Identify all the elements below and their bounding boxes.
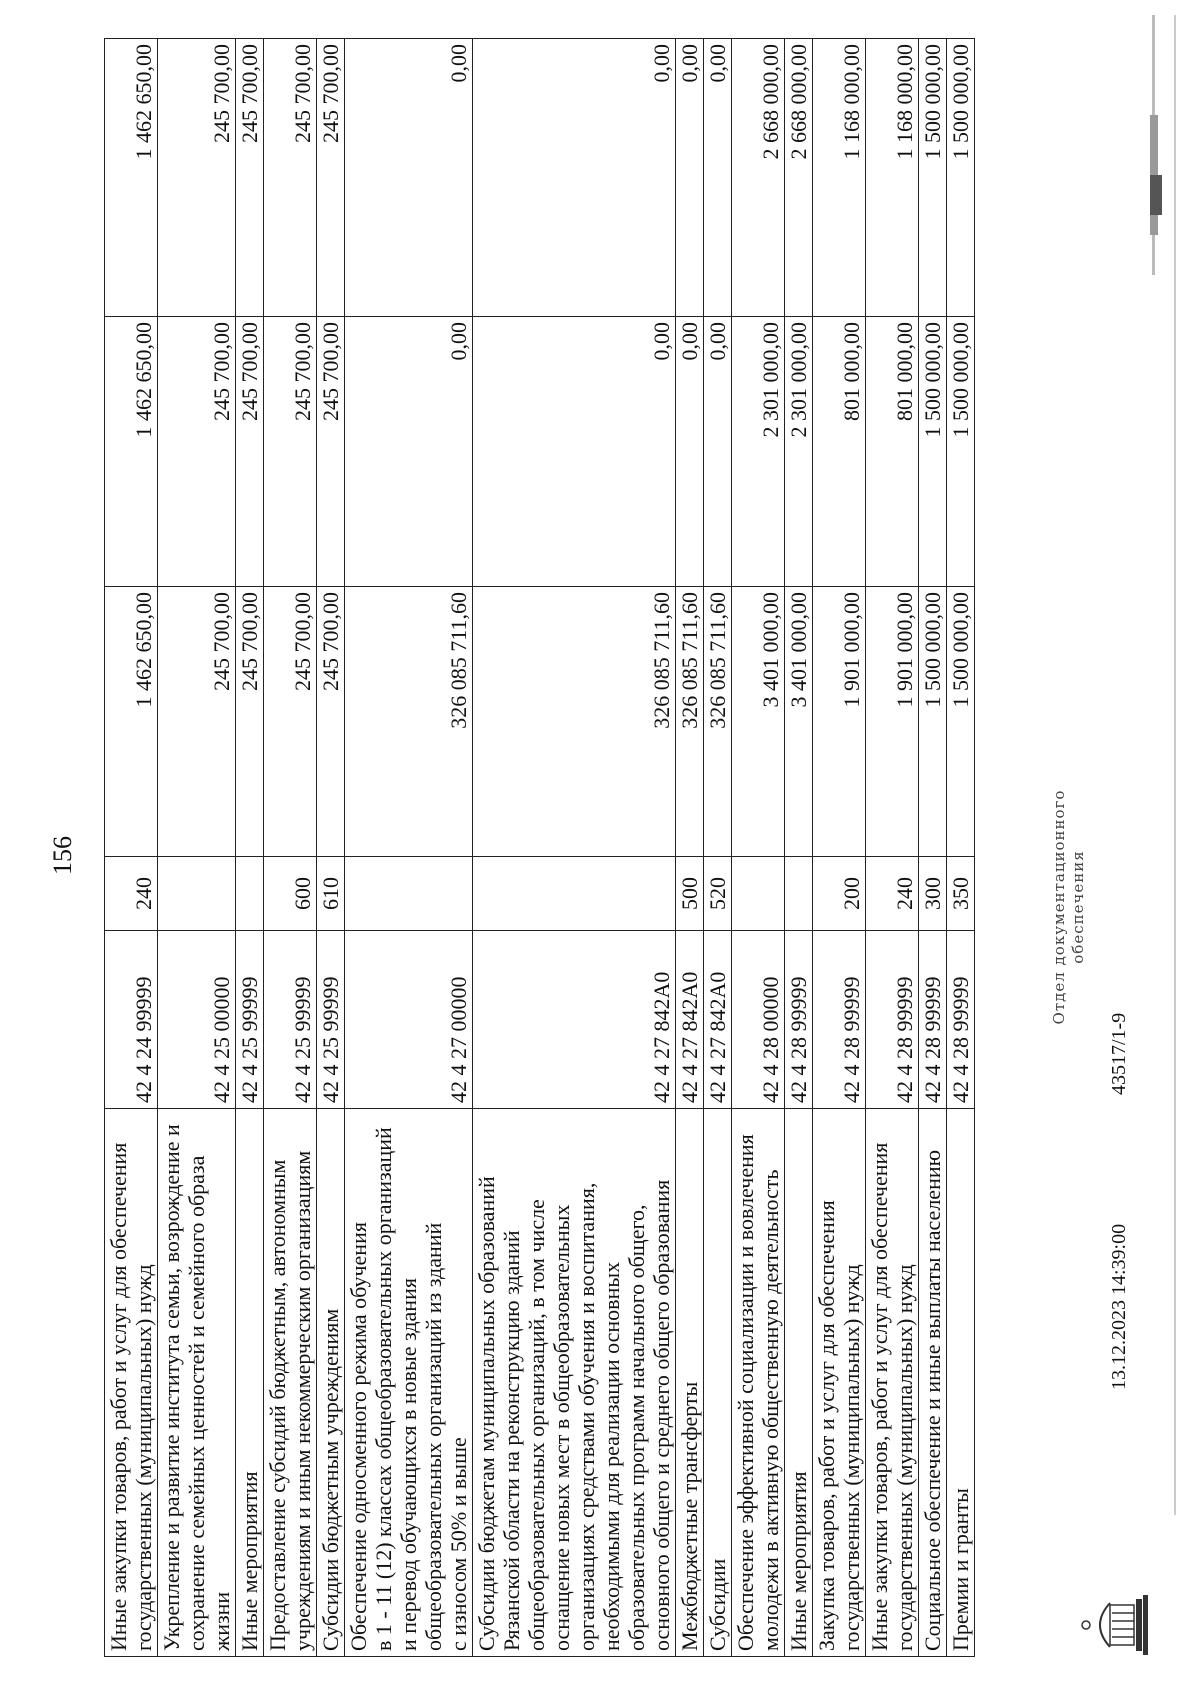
- row-name-line: в 1 - 11 (12) классах общеобразовательных организаций: [371, 1127, 396, 1651]
- row-code: 42 4 27 00000: [345, 931, 473, 1109]
- row-name: [105, 1109, 158, 1657]
- row-name-line: Субсидии бюджетам муниципальных образований: [474, 1176, 499, 1651]
- row-value-year-2: 1 462 650,00: [105, 317, 158, 587]
- footer-timestamp: 13.12.2023 14:39:00: [1108, 1223, 1130, 1390]
- row-name-line: Субсидии: [705, 1558, 730, 1651]
- row-value-year-1: 326 085 711,60: [704, 587, 732, 857]
- row-value-year-3: 1 462 650,00: [105, 39, 158, 317]
- table-row: [158, 39, 236, 1657]
- row-value-year-2: 801 000,00: [866, 317, 919, 587]
- row-name-line: Иные закупки товаров, работ и услуг для обеспечения: [867, 1142, 892, 1651]
- row-name-line: необходимыми для реализации основных: [599, 1261, 624, 1651]
- row-value-year-3: 1 168 000,00: [866, 39, 919, 317]
- row-name-line: Обеспечение односменного режима обучения: [346, 1222, 371, 1651]
- row-name-line: Предоставление субсидий бюджетным, автономным: [265, 1159, 290, 1651]
- row-value-year-3: 0,00: [704, 39, 732, 317]
- row-value-year-1: 245 700,00: [236, 587, 264, 857]
- table-row: [345, 39, 473, 1657]
- row-value-year-2: 245 700,00: [317, 317, 345, 587]
- row-name-line: государственных (муниципальных) нужд: [892, 1264, 917, 1651]
- row-name-line: Субсидии бюджетным учреждениям: [318, 1308, 343, 1651]
- row-value-year-2: 0,00: [704, 317, 732, 587]
- row-name-line: организациях средствами обучения и воспитания,: [574, 1182, 599, 1651]
- row-value-year-3: 245 700,00: [264, 39, 317, 317]
- row-value-year-1: 326 085 711,60: [345, 587, 473, 857]
- row-value-year-3: 245 700,00: [236, 39, 264, 317]
- row-value-year-2: 245 700,00: [236, 317, 264, 587]
- row-name: [947, 1109, 975, 1657]
- row-value-year-2: 0,00: [473, 317, 676, 587]
- row-name: [317, 1109, 345, 1657]
- row-value-year-3: 1 500 000,00: [947, 39, 975, 317]
- row-name: [732, 1109, 785, 1657]
- row-value-year-3: 2 668 000,00: [732, 39, 785, 317]
- row-value-year-1: 1 500 000,00: [919, 587, 947, 857]
- row-expense-type: 240: [866, 857, 919, 931]
- row-expense-type: 600: [264, 857, 317, 931]
- row-expense-type: [732, 857, 785, 931]
- row-code: 42 4 28 99999: [919, 931, 947, 1109]
- row-code: 42 4 28 99999: [785, 931, 813, 1109]
- row-expense-type: [158, 857, 236, 931]
- row-value-year-3: 0,00: [473, 39, 676, 317]
- stamp-line-1: Отдел документационного: [1050, 789, 1068, 1025]
- row-value-year-2: 2 301 000,00: [785, 317, 813, 587]
- row-value-year-1: 245 700,00: [264, 587, 317, 857]
- row-value-year-3: 245 700,00: [317, 39, 345, 317]
- row-value-year-2: 1 500 000,00: [919, 317, 947, 587]
- row-name: [473, 1109, 676, 1657]
- table-row: [919, 39, 947, 1657]
- row-name: [676, 1109, 704, 1657]
- row-code: 42 4 28 00000: [732, 931, 785, 1109]
- row-value-year-1: 326 085 711,60: [676, 587, 704, 857]
- row-expense-type: [345, 857, 473, 931]
- row-expense-type: 350: [947, 857, 975, 931]
- page-number: 156: [48, 836, 77, 875]
- table-row: [676, 39, 704, 1657]
- row-value-year-1: 1 500 000,00: [947, 587, 975, 857]
- row-code: 42 4 25 00000: [158, 931, 236, 1109]
- table-row: [947, 39, 975, 1657]
- row-value-year-3: 1 168 000,00: [813, 39, 866, 317]
- row-name-line: сохранение семейных ценностей и семейного образа: [184, 1155, 209, 1651]
- row-code: 42 4 28 99999: [813, 931, 866, 1109]
- row-name: [813, 1109, 866, 1657]
- row-name-line: основного общего и среднего общего образования: [649, 1179, 674, 1651]
- row-name-line: общеобразовательных организаций, в том числе: [524, 1199, 549, 1651]
- row-expense-type: 300: [919, 857, 947, 931]
- row-name: [785, 1109, 813, 1657]
- row-name: [704, 1109, 732, 1657]
- row-value-year-2: 245 700,00: [264, 317, 317, 587]
- row-name-line: Социальное обеспечение и иные выплаты населению: [920, 1149, 945, 1651]
- row-value-year-2: 801 000,00: [813, 317, 866, 587]
- row-name-line: и перевод обучающихся в новые здания: [396, 1278, 421, 1651]
- row-value-year-3: 2 668 000,00: [785, 39, 813, 317]
- row-expense-type: 500: [676, 857, 704, 931]
- footer-document-number: 43517/1-9: [1108, 1012, 1130, 1095]
- row-code: 42 4 25 99999: [236, 931, 264, 1109]
- row-expense-type: 610: [317, 857, 345, 931]
- row-value-year-1: 245 700,00: [317, 587, 345, 857]
- row-name-line: Закупка товаров, работ и услуг для обеспечения: [814, 1200, 839, 1651]
- row-code: 42 4 27 842А0: [704, 931, 732, 1109]
- row-value-year-2: 2 301 000,00: [732, 317, 785, 587]
- row-name-line: молодежи в активную общественную деятельность: [758, 1169, 783, 1651]
- row-name-line: жизни: [209, 1591, 234, 1651]
- row-value-year-3: 1 500 000,00: [919, 39, 947, 317]
- row-code: 42 4 27 842А0: [676, 931, 704, 1109]
- row-value-year-3: 0,00: [676, 39, 704, 317]
- row-value-year-2: 0,00: [345, 317, 473, 587]
- row-name: [264, 1109, 317, 1657]
- row-name: [236, 1109, 264, 1657]
- row-name: [158, 1109, 236, 1657]
- row-value-year-1: 245 700,00: [158, 587, 236, 857]
- row-name-line: государственных (муниципальных) нужд: [131, 1264, 156, 1651]
- row-name-line: общеобразовательных организаций из зданий: [421, 1222, 446, 1651]
- department-stamp: [1050, 787, 1088, 1027]
- row-name-line: оснащение новых мест в общеобразовательных: [549, 1204, 574, 1651]
- emblem-logo-icon: [1080, 1593, 1150, 1657]
- row-name-line: государственных (муниципальных) нужд: [839, 1264, 864, 1651]
- row-name-line: Иные мероприятия: [786, 1471, 811, 1651]
- table-row: [264, 39, 317, 1657]
- row-value-year-1: 326 085 711,60: [473, 587, 676, 857]
- table-row: [473, 39, 676, 1657]
- row-name-line: образовательных программ начального общего,: [624, 1204, 649, 1651]
- row-value-year-1: 1 462 650,00: [105, 587, 158, 857]
- row-code: 42 4 24 99999: [105, 931, 158, 1109]
- row-name-line: с износом 50% и выше: [446, 1437, 471, 1651]
- row-name-line: Обеспечение эффективной социализации и вовлечения: [733, 1134, 758, 1651]
- row-name: [919, 1109, 947, 1657]
- row-expense-type: 520: [704, 857, 732, 931]
- row-name-line: Иные закупки товаров, работ и услуг для обеспечения: [106, 1142, 131, 1651]
- row-name-line: Рязанской области на реконструкцию зданий: [499, 1230, 524, 1651]
- row-value-year-2: 0,00: [676, 317, 704, 587]
- row-name-line: Укрепление и развитие института семьи, возрождение и: [159, 1124, 184, 1651]
- row-value-year-1: 1 901 000,00: [813, 587, 866, 857]
- table-row: [813, 39, 866, 1657]
- table-row: [866, 39, 919, 1657]
- table-row: [105, 39, 158, 1657]
- row-name: [345, 1109, 473, 1657]
- row-name-line: Межбюджетные трансферты: [677, 1381, 702, 1651]
- row-value-year-2: 245 700,00: [158, 317, 236, 587]
- row-name-line: учреждениям и иным некоммерческим организациям: [290, 1150, 315, 1651]
- row-name-line: Премии и гранты: [948, 1488, 973, 1651]
- row-code: 42 4 28 99999: [947, 931, 975, 1109]
- row-expense-type: 200: [813, 857, 866, 931]
- row-code: 42 4 27 842А0: [473, 931, 676, 1109]
- row-expense-type: [473, 857, 676, 931]
- row-value-year-2: 1 500 000,00: [947, 317, 975, 587]
- row-value-year-1: 3 401 000,00: [732, 587, 785, 857]
- row-expense-type: [785, 857, 813, 931]
- table-row: [785, 39, 813, 1657]
- row-expense-type: [236, 857, 264, 931]
- budget-table: [104, 38, 975, 1657]
- row-name: [866, 1109, 919, 1657]
- row-code: 42 4 25 99999: [317, 931, 345, 1109]
- table-row: [236, 39, 264, 1657]
- row-value-year-3: 245 700,00: [158, 39, 236, 317]
- row-code: 42 4 25 99999: [264, 931, 317, 1109]
- scanner-barcode-strip: [1150, 15, 1162, 275]
- table-row: [732, 39, 785, 1657]
- scan-edge-line: [1174, 15, 1176, 1515]
- table-row: [704, 39, 732, 1657]
- table-row: [317, 39, 345, 1657]
- row-value-year-3: 0,00: [345, 39, 473, 317]
- row-name-line: Иные мероприятия: [237, 1471, 262, 1651]
- row-value-year-1: 1 901 000,00: [866, 587, 919, 857]
- row-code: 42 4 28 99999: [866, 931, 919, 1109]
- row-value-year-1: 3 401 000,00: [785, 587, 813, 857]
- row-expense-type: 240: [105, 857, 158, 931]
- stamp-line-2: обеспечения: [1069, 850, 1087, 964]
